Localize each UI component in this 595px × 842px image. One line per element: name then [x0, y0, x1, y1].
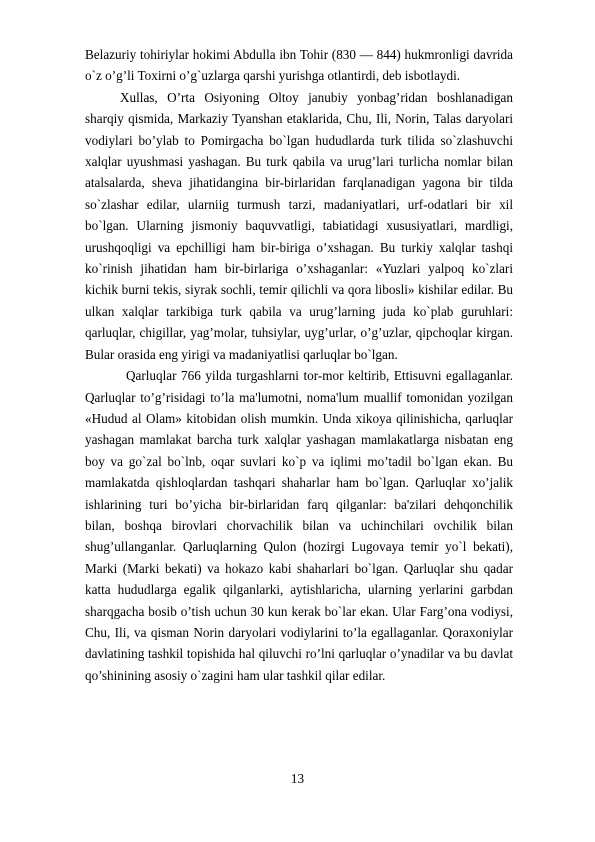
- paragraph-intro: Belazuriy tohiriylar hokimi Abdulla ibn Tohir (830 — 844) hukmronligi davrida o`z o’g’li Toxirni o’g`uzlarga qarshi yurishga otlantirdi, deb isbotlaydi.: [85, 47, 513, 84]
- page-number: 13: [290, 771, 305, 786]
- document-page: [85, 44, 513, 686]
- paragraph-qarluqs: Qarluqlar 766 yilda turgashlarni tor-mor keltirib, Ettisuvni egallaganlar. Qarluqlar to’g’risidagi to’la ma'lumotni, noma'lum muallif tomonidan yozilgan «Hudud al Olam» kitobidan olish mumkin. Unda xikoya qilinishicha, qarluqlar yashagan mamlakat barcha turk xalqlar yashagan mamlakatlarga nisbatan eng boy va go`zal bo`lnb, oqar suvlari ko`p va iqlimi mo’tadil bo`lgan ekan. Bu mamlakatda qishloqlardan tashqari shaharlar ham bo`lgan. Qarluqlar xo’jalik ishlarining turi bo’yicha bir-birlaridan farq qilganlar: ba'zilari dehqonchilik bilan, boshqa birovlari chorvachilik bilan va uchinchilari ovchilik bilan shug’ullanganlar. Qarluqlarning Qulon (hozirgi Lugovaya temir yo`l bekati), Marki (Marki bekati) va hokazo kabi shaharlari bo`lgan. Qarluqlar shu qadar katta hududlarga egalik qilganlarki, aytishlaricha, ularning yerlarini garbdan sharqgacha bosib o’tish uchun 30 kun kerak bo`lar ekan. Ular Farg’ona vodiysi, Chu, Ili, va qisman Norin daryolari vodiylarini to’la egallaganlar. Qoraxoniylar davlatining tashkil topishida hal qiluvchi ro’lni qarluqlar o’ynadilar va bu davlat qo’shinining asosiy o`zagini ham ular tashkil qilar edilar.: [85, 368, 513, 683]
- paragraph-turkic-peoples: Xullas, O’rta Osiyoning Oltoy janubiy yonbag’ridan boshlanadigan sharqiy qismida, Markaziy Tyanshan etaklarida, Chu, Ili, Norin, Talas daryolari vodiylari bo’ylab to Pomirgacha bo`lgan hududlarda turk tilida so`zlashuvchi xalqlar uyushmasi yashagan. Bu turk qabila va urug’lari turlicha nomlar bilan atalsalarda, sheva jihatidangina bir-birlaridan farqlanadigan yagona bir tilda so`zlashar edilar, ularniig turmush tarzi, madaniyatlari, urf-odatlari bir xil bo`lgan. Ularning jismoniy baquvvatligi, tabiatidagi xususiyatlari, mardligi, urushqoqligi va epchilligi ham bir-biriga o’xshagan. Bu turkiy xalqlar tashqi ko`rinish jihatidan ham bir-birlariga o’xshaganlar: «Yuzlari yalpoq ko`zlari kichik burni tekis, siyrak sochli, temir qilichli va qora libosli» kishilar edilar. Bu ulkan xalqlar tarkibiga turk qabila va urug’larning juda ko`plab guruhlari: qarluqlar, chigillar, yag’molar, tuhsiylar, uyg’urlar, o’g’uzlar, qipchoqlar kirgan. Bular orasida eng yirigi va madaniyatlisi qarluqlar bo`lgan.: [85, 89, 513, 362]
